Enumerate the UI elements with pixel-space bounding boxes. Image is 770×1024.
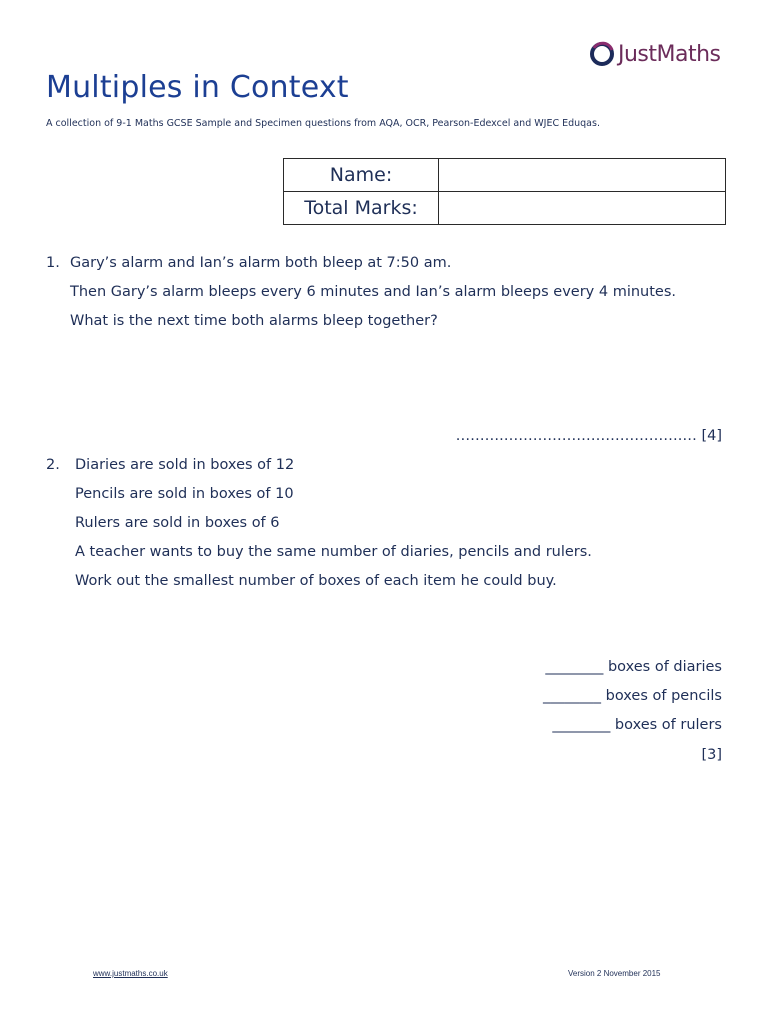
question-2-line-1: Diaries are sold in boxes of 12	[75, 457, 295, 473]
page-subtitle: A collection of 9-1 Maths GCSE Sample and Specimen questions from AQA, OCR, Pearson-Edexcel and WJEC Eduqas.	[46, 118, 600, 129]
answer-diaries[interactable]: ________ boxes of diaries	[545, 659, 722, 675]
page-title: Multiples in Context	[46, 70, 349, 105]
answer-pencils[interactable]: ________ boxes of pencils	[543, 688, 722, 704]
total-marks-field[interactable]	[439, 192, 726, 225]
justmaths-logo	[588, 40, 721, 68]
logo-text: JustMaths	[618, 41, 721, 67]
question-1-line-3: What is the next time both alarms bleep together?	[70, 313, 438, 329]
question-2-marks: [3]	[701, 747, 722, 763]
justmaths-swirl-icon	[588, 40, 616, 68]
question-2-line-4: A teacher wants to buy the same number of diaries, pencils and rulers.	[75, 544, 592, 560]
question-2-line-5: Work out the smallest number of boxes of each item he could buy.	[75, 573, 557, 589]
question-1-line-2: Then Gary’s alarm bleeps every 6 minutes and Ian’s alarm bleeps every 4 minutes.	[70, 284, 677, 300]
question-2-number: 2.	[46, 457, 60, 473]
question-1-number: 1.	[46, 255, 60, 271]
footer-version: Version 2 November 2015	[568, 969, 661, 978]
question-2-line-2: Pencils are sold in boxes of 10	[75, 486, 294, 502]
answer-rulers[interactable]: ________ boxes of rulers	[552, 717, 722, 733]
total-marks-label: Total Marks:	[284, 192, 439, 225]
website-link[interactable]: www.justmaths.co.uk	[93, 969, 168, 978]
student-info-table	[283, 158, 726, 225]
question-2-line-3: Rulers are sold in boxes of 6	[75, 515, 280, 531]
name-label: Name:	[284, 159, 439, 192]
footer-website[interactable]	[93, 969, 168, 978]
question-1-line-1: Gary’s alarm and Ian’s alarm both bleep at 7:50 am.	[70, 255, 452, 271]
question-1-answer-line[interactable]: ……….……………………………….… [4]	[455, 428, 722, 444]
name-field[interactable]	[439, 159, 726, 192]
